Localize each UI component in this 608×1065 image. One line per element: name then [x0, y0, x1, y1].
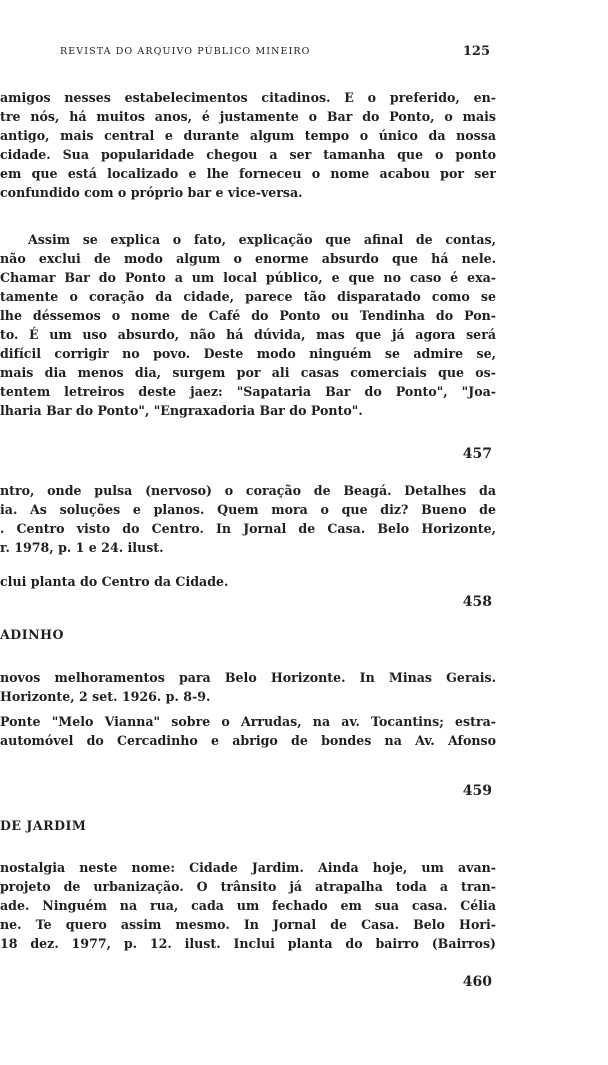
text-line: tamente o coração da cidade, parece tão disparatado como se [0, 289, 496, 304]
text-line: em que está localizado e lhe forneceu o nome acabou por ser [0, 166, 496, 181]
entry-number-460: 460 [462, 974, 492, 990]
text-line: não exclui de modo algum o enorme absurdo que há nele. [0, 251, 496, 266]
paragraph-bar-do-ponto [0, 88, 496, 202]
text-line: mais dia menos dia, surgem por ali casas comerciais que os- [0, 365, 496, 380]
paragraph-assim-se-explica [0, 230, 496, 420]
running-head [60, 46, 490, 60]
text-line: lhe déssemos o nome de Café do Ponto ou Tendinha do Pon- [0, 308, 496, 323]
text-line: 18 dez. 1977, p. 12. ilust. Inclui planta do bairro (Bairros) [0, 936, 496, 951]
entry-458-note [0, 712, 496, 750]
text-line: ne. Te quero assim mesmo. In Jornal de Casa. Belo Hori- [0, 917, 496, 932]
text-line: to. É um uso absurdo, não há dúvida, mas que já agora será [0, 327, 496, 342]
text-line: nostalgia neste nome: Cidade Jardim. Ainda hoje, um avan- [0, 860, 496, 875]
entry-458-citation [0, 668, 496, 706]
text-line: ntro, onde pulsa (nervoso) o coração de Beagá. Detalhes da [0, 483, 496, 498]
text-line: difícil corrigir no povo. Deste modo ninguém se admire se, [0, 346, 496, 361]
entry-458-heading: ADINHO [0, 627, 64, 642]
page-number: 125 [462, 44, 490, 59]
text-line: r. 1978, p. 1 e 24. ilust. [0, 540, 164, 555]
text-line: tre nós, há muitos anos, é justamente o Bar do Ponto, o mais [0, 109, 496, 124]
text-line: automóvel do Cercadinho e abrigo de bondes na Av. Afonso [0, 733, 496, 748]
text-line: antigo, mais central e durante algum tempo o único da nossa [0, 128, 496, 143]
entry-number-457: 457 [462, 446, 492, 462]
text-line: Horizonte, 2 set. 1926. p. 8-9. [0, 689, 211, 704]
text-line: projeto de urbanização. O trânsito já atrapalha toda a tran- [0, 879, 496, 894]
entry-number-458: 458 [462, 594, 492, 610]
text-line: lharia Bar do Ponto", "Engraxadoria Bar do Ponto". [0, 403, 363, 418]
text-line: Chamar Bar do Ponto a um local público, e que no caso é exa- [0, 270, 496, 285]
text-line: ia. As soluções e planos. Quem mora o que diz? Bueno de [0, 502, 496, 517]
text-line: Assim se explica o fato, explicação que afinal de contas, [28, 232, 496, 247]
entry-457-note: clui planta do Centro da Cidade. [0, 574, 229, 589]
text-line: novos melhoramentos para Belo Horizonte. In Minas Gerais. [0, 670, 496, 685]
text-line: . Centro visto do Centro. In Jornal de Casa. Belo Horizonte, [0, 521, 496, 536]
text-line: confundido com o próprio bar e vice-versa. [0, 185, 303, 200]
text-line: Ponte "Melo Vianna" sobre o Arrudas, na av. Tocantins; estra- [0, 714, 496, 729]
entry-459-citation [0, 858, 496, 953]
running-title: REVISTA DO ARQUIVO PÚBLICO MINEIRO [60, 46, 311, 57]
entry-number-459: 459 [462, 783, 492, 799]
text-line: amigos nesses estabelecimentos citadinos. E o preferido, en- [0, 90, 496, 105]
entry-457-citation [0, 481, 496, 557]
text-line: cidade. Sua popularidade chegou a ser tamanha que o ponto [0, 147, 496, 162]
text-line: ade. Ninguém na rua, cada um fechado em sua casa. Célia [0, 898, 496, 913]
entry-459-heading: DE JARDIM [0, 818, 87, 833]
text-line: tentem letreiros deste jaez: "Sapataria Bar do Ponto", "Joa- [0, 384, 496, 399]
